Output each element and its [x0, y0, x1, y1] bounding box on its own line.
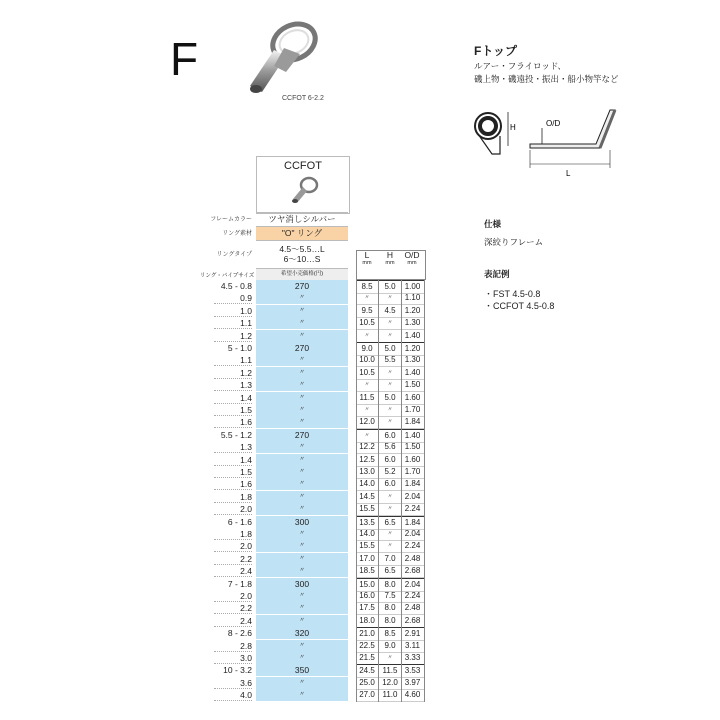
- dim-h-cell: 〃: [379, 330, 401, 343]
- dims-header-l-text: L: [364, 250, 370, 260]
- spec-value: 深絞りフレーム: [484, 237, 544, 247]
- price-cell: 〃: [256, 367, 348, 380]
- dim-od-cell: 1.30: [401, 317, 424, 330]
- price-cell: 〃: [256, 677, 348, 690]
- price-cell: 〃: [256, 404, 348, 417]
- dim-od-cell: 3.97: [401, 677, 424, 690]
- size-cell: 3.6: [240, 677, 252, 688]
- dim-h-cell: 〃: [379, 503, 401, 516]
- dim-od-cell: 1.70: [401, 466, 424, 479]
- table-row: [0, 441, 720, 453]
- dim-od-cell: 4.60: [401, 689, 424, 702]
- dim-od-cell: 2.48: [401, 553, 424, 566]
- dim-od-cell: 1.70: [401, 404, 424, 417]
- dim-l-cell: 16.0: [356, 590, 378, 603]
- photo-caption: CCFOT 6-2.2: [282, 95, 324, 102]
- dim-od-cell: 1.20: [401, 305, 424, 318]
- table-row: [0, 615, 720, 627]
- dim-l-cell: 17.5: [356, 602, 378, 615]
- dim-h-cell: 5.6: [379, 441, 401, 454]
- dim-l-cell: 13.0: [356, 466, 378, 479]
- dim-od-cell: 1.40: [401, 367, 424, 380]
- size-cell: 1.2: [240, 330, 252, 341]
- dim-h-cell: 6.0: [379, 478, 401, 491]
- series-desc-line1: ルアー・フライロッド、: [474, 61, 567, 71]
- dim-h-cell: 〃: [379, 540, 401, 553]
- table-grid-line: [401, 280, 402, 702]
- dim-l-cell: 15.0: [356, 578, 378, 592]
- price-cell: 〃: [256, 602, 348, 615]
- dim-h-cell: 〃: [379, 317, 401, 330]
- spec-title: 仕様: [484, 219, 502, 229]
- dim-h-cell: 5.0: [379, 280, 401, 294]
- table-row: [0, 491, 720, 503]
- size-cell: 1.3: [240, 442, 252, 453]
- size-cell: 1.4: [240, 454, 252, 465]
- dim-l-cell: 〃: [356, 404, 378, 417]
- ring-type-label: リングタイプ: [216, 252, 252, 258]
- table-row: [0, 466, 720, 478]
- dim-h-cell: 6.0: [379, 429, 401, 443]
- dim-od-cell: 2.48: [401, 602, 424, 615]
- dim-l-cell: 〃: [356, 292, 378, 305]
- table-row: [0, 330, 720, 342]
- dim-od-cell: 1.10: [401, 292, 424, 305]
- product-thumbnail: [287, 175, 321, 207]
- dim-od-cell: 1.50: [401, 379, 424, 392]
- size-cell: 10 - 3.2: [223, 665, 252, 676]
- price-cell: 〃: [256, 491, 348, 504]
- diagram-l-label: L: [566, 169, 571, 178]
- dim-l-cell: 24.5: [356, 664, 378, 678]
- table-row: [0, 578, 720, 590]
- price-cell: 〃: [256, 441, 348, 454]
- dim-l-cell: 10.5: [356, 367, 378, 380]
- table-row: [0, 677, 720, 689]
- size-cell: 1.5: [240, 405, 252, 415]
- dim-h-cell: 〃: [379, 416, 401, 429]
- product-name: CCFOT: [284, 160, 322, 172]
- ring-material-value: "O" リング: [256, 226, 348, 240]
- size-cell: 2.0: [240, 591, 252, 601]
- dim-od-cell: 1.40: [401, 330, 424, 343]
- size-cell: 5.5 - 1.2: [220, 429, 252, 440]
- dim-l-cell: 14.0: [356, 528, 378, 541]
- dims-header-l: [359, 251, 375, 266]
- size-cell: 3.0: [240, 653, 252, 663]
- dim-od-cell: 2.68: [401, 615, 424, 628]
- size-cell: 1.0: [240, 305, 252, 316]
- table-row: [0, 590, 720, 602]
- dim-l-cell: 21.5: [356, 652, 378, 665]
- dim-l-cell: 12.0: [356, 416, 378, 429]
- dim-l-cell: 18.0: [356, 615, 378, 628]
- dim-h-cell: 〃: [379, 528, 401, 541]
- notation-item: ・CCFOT 4.5-0.8: [484, 301, 555, 311]
- price-cell: 320: [256, 627, 348, 640]
- frame-color-label: フレームカラー: [210, 217, 252, 223]
- dimension-diagram: [470, 106, 620, 180]
- price-cell: 〃: [256, 305, 348, 318]
- table-row: [0, 516, 720, 528]
- size-cell: 2.0: [240, 504, 252, 515]
- dims-unit: mm: [385, 260, 395, 266]
- dim-l-cell: 11.5: [356, 392, 378, 405]
- table-row: [0, 689, 720, 701]
- dim-l-cell: 27.0: [356, 689, 378, 702]
- dim-od-cell: 2.24: [401, 503, 424, 516]
- diagram-h-label: H: [510, 123, 516, 132]
- size-cell: 5 - 1.0: [227, 343, 252, 353]
- price-cell: 〃: [256, 689, 348, 702]
- ring-material-label: リング素材: [222, 231, 252, 237]
- dim-od-cell: 1.84: [401, 416, 424, 429]
- dim-l-cell: 25.0: [356, 677, 378, 690]
- dim-h-cell: 5.0: [379, 392, 401, 405]
- dim-od-cell: 1.50: [401, 441, 424, 454]
- table-grid-line: [424, 280, 425, 702]
- dim-od-cell: 1.20: [401, 342, 424, 356]
- dims-header-h-text: H: [386, 250, 394, 260]
- price-cell: 〃: [256, 540, 348, 553]
- size-cell: 2.2: [240, 603, 252, 614]
- price-cell: 〃: [256, 317, 348, 330]
- dim-h-cell: 〃: [379, 404, 401, 417]
- dim-l-cell: 8.5: [356, 280, 378, 294]
- size-cell: 4.0: [240, 690, 252, 701]
- table-row: [0, 416, 720, 428]
- dims-unit: mm: [407, 260, 417, 266]
- dim-h-cell: 11.0: [379, 689, 401, 702]
- dim-l-cell: 22.5: [356, 640, 378, 653]
- dim-h-cell: 6.0: [379, 454, 401, 467]
- size-cell: 1.6: [240, 417, 252, 428]
- price-cell: 〃: [256, 454, 348, 467]
- price-cell: 〃: [256, 466, 348, 479]
- table-row: [0, 664, 720, 676]
- dim-h-cell: 〃: [379, 491, 401, 504]
- dim-l-cell: 14.5: [356, 491, 378, 504]
- series-description: [474, 60, 704, 86]
- table-row: [0, 528, 720, 540]
- series-letter: F: [170, 33, 199, 85]
- dim-od-cell: 1.30: [401, 354, 424, 367]
- table-row: [0, 540, 720, 552]
- price-cell: 〃: [256, 503, 348, 516]
- dims-header-h: [382, 251, 398, 266]
- dim-l-cell: 12.2: [356, 441, 378, 454]
- table-row: [0, 429, 720, 441]
- size-cell: 2.8: [240, 640, 252, 651]
- dim-l-cell: 13.5: [356, 516, 378, 530]
- size-cell: 1.2: [240, 367, 252, 378]
- dim-h-cell: 5.5: [379, 354, 401, 367]
- dim-h-cell: 4.5: [379, 305, 401, 318]
- size-cell: 1.8: [240, 529, 252, 539]
- dim-od-cell: 3.11: [401, 640, 424, 653]
- price-cell: 〃: [256, 590, 348, 603]
- table-grid-line: [378, 280, 379, 702]
- size-cell: 4.5 - 0.8: [220, 281, 252, 291]
- dim-h-cell: 11.5: [379, 664, 401, 678]
- size-cell: 2.2: [240, 553, 252, 564]
- price-cell: 270: [256, 280, 348, 293]
- dim-l-cell: 14.0: [356, 478, 378, 491]
- dim-h-cell: 5.2: [379, 466, 401, 479]
- dim-od-cell: 2.24: [401, 540, 424, 553]
- dim-h-cell: 8.5: [379, 627, 401, 641]
- price-cell: 〃: [256, 528, 348, 541]
- price-cell: 270: [256, 342, 348, 355]
- dim-od-cell: 2.24: [401, 590, 424, 603]
- size-cell: 2.0: [240, 541, 252, 552]
- table-row: [0, 292, 720, 304]
- table-row: [0, 602, 720, 614]
- dim-h-cell: 6.5: [379, 516, 401, 530]
- dim-l-cell: 17.0: [356, 553, 378, 566]
- dims-header-od-text: O/D: [404, 250, 420, 260]
- table-row: [0, 553, 720, 565]
- size-column-header: リング・パイプサイズ: [200, 273, 255, 279]
- price-cell: 300: [256, 516, 348, 529]
- dim-od-cell: 1.84: [401, 516, 424, 530]
- size-cell: 1.1: [240, 318, 252, 329]
- dim-h-cell: 8.0: [379, 602, 401, 615]
- dim-l-cell: 9.5: [356, 305, 378, 318]
- price-cell: 350: [256, 664, 348, 677]
- table-row: [0, 627, 720, 639]
- dim-h-cell: 〃: [379, 367, 401, 380]
- dim-od-cell: 1.40: [401, 429, 424, 443]
- size-cell: 6 - 1.6: [227, 516, 252, 527]
- size-cell: 1.4: [240, 392, 252, 403]
- dim-h-cell: 7.5: [379, 590, 401, 603]
- notation-item: ・FST 4.5-0.8: [484, 289, 541, 299]
- dim-l-cell: 10.5: [356, 317, 378, 330]
- table-row: [0, 317, 720, 329]
- size-cell: 8 - 2.6: [227, 628, 252, 639]
- price-column-header: 希望小売価格(円): [256, 268, 348, 280]
- table-row: [0, 354, 720, 366]
- product-column-header: [256, 156, 350, 214]
- ring-type-line2: 6〜10…S: [283, 254, 321, 264]
- table-row: [0, 392, 720, 404]
- table-grid-line: [356, 280, 357, 702]
- dim-l-cell: 21.0: [356, 627, 378, 641]
- dim-h-cell: 8.0: [379, 615, 401, 628]
- dim-l-cell: 〃: [356, 429, 378, 443]
- size-cell: 2.4: [240, 566, 252, 577]
- dim-od-cell: 1.60: [401, 392, 424, 405]
- price-cell: 〃: [256, 553, 348, 566]
- dim-l-cell: 10.0: [356, 354, 378, 367]
- dim-od-cell: 2.04: [401, 528, 424, 541]
- leader-dots: [214, 700, 252, 701]
- dim-od-cell: 3.33: [401, 652, 424, 665]
- guide-photo: [226, 20, 326, 100]
- table-row: [0, 454, 720, 466]
- price-cell: 〃: [256, 330, 348, 343]
- size-cell: 1.5: [240, 467, 252, 477]
- dim-h-cell: 〃: [379, 292, 401, 305]
- size-cell: 0.9: [240, 293, 252, 304]
- dim-od-cell: 2.91: [401, 627, 424, 641]
- series-desc-line2: 磯上物・磯遠投・振出・船小物竿など: [474, 74, 619, 84]
- price-cell: 〃: [256, 565, 348, 578]
- table-row: [0, 379, 720, 391]
- size-cell: 7 - 1.8: [227, 578, 252, 589]
- ring-type-line1: 4.5〜5.5…L: [279, 244, 325, 254]
- table-row: [0, 305, 720, 317]
- dim-od-cell: 3.53: [401, 664, 424, 678]
- price-cell: 〃: [256, 392, 348, 405]
- price-cell: 300: [256, 578, 348, 591]
- dim-h-cell: 6.5: [379, 565, 401, 578]
- table-row: [0, 404, 720, 416]
- dim-h-cell: 12.0: [379, 677, 401, 690]
- price-cell: 〃: [256, 478, 348, 491]
- dims-header-od: [404, 251, 420, 266]
- dim-l-cell: 〃: [356, 330, 378, 343]
- dim-l-cell: 18.5: [356, 565, 378, 578]
- ring-type-value: [256, 240, 348, 267]
- dim-l-cell: 9.0: [356, 342, 378, 356]
- dim-l-cell: 15.5: [356, 503, 378, 516]
- dim-h-cell: 5.0: [379, 342, 401, 356]
- price-cell: 〃: [256, 640, 348, 653]
- table-row: [0, 565, 720, 577]
- dim-od-cell: 2.68: [401, 565, 424, 578]
- dim-od-cell: 2.04: [401, 491, 424, 504]
- dim-od-cell: 1.84: [401, 478, 424, 491]
- size-cell: 1.6: [240, 479, 252, 490]
- table-row: [0, 280, 720, 292]
- diagram-od-label: O/D: [546, 119, 561, 128]
- table-row: [0, 640, 720, 652]
- price-cell: 270: [256, 429, 348, 442]
- table-row: [0, 342, 720, 354]
- size-cell: 1.3: [240, 380, 252, 391]
- table-row: [0, 478, 720, 490]
- price-cell: 〃: [256, 615, 348, 628]
- series-title: Fトップ: [474, 44, 517, 58]
- dim-od-cell: 2.04: [401, 578, 424, 592]
- price-cell: 〃: [256, 354, 348, 367]
- dim-h-cell: 8.0: [379, 578, 401, 592]
- price-cell: 〃: [256, 416, 348, 429]
- size-cell: 1.8: [240, 491, 252, 502]
- price-cell: 〃: [256, 292, 348, 305]
- dim-od-cell: 1.60: [401, 454, 424, 467]
- price-cell: 〃: [256, 652, 348, 665]
- dim-od-cell: 1.00: [401, 280, 424, 294]
- dim-l-cell: 12.5: [356, 454, 378, 467]
- size-cell: 2.4: [240, 615, 252, 626]
- table-row: [0, 503, 720, 515]
- dim-h-cell: 7.0: [379, 553, 401, 566]
- table-row: [0, 367, 720, 379]
- table-row: [0, 652, 720, 664]
- dim-l-cell: 15.5: [356, 540, 378, 553]
- dims-unit: mm: [362, 260, 372, 266]
- price-cell: 〃: [256, 379, 348, 392]
- dim-l-cell: 〃: [356, 379, 378, 392]
- size-cell: 1.1: [240, 355, 252, 366]
- notation-title: 表記例: [484, 269, 510, 279]
- frame-color-value: ツヤ消しシルバー: [256, 212, 348, 226]
- dim-h-cell: 〃: [379, 652, 401, 665]
- dim-h-cell: 9.0: [379, 640, 401, 653]
- dim-h-cell: 〃: [379, 379, 401, 392]
